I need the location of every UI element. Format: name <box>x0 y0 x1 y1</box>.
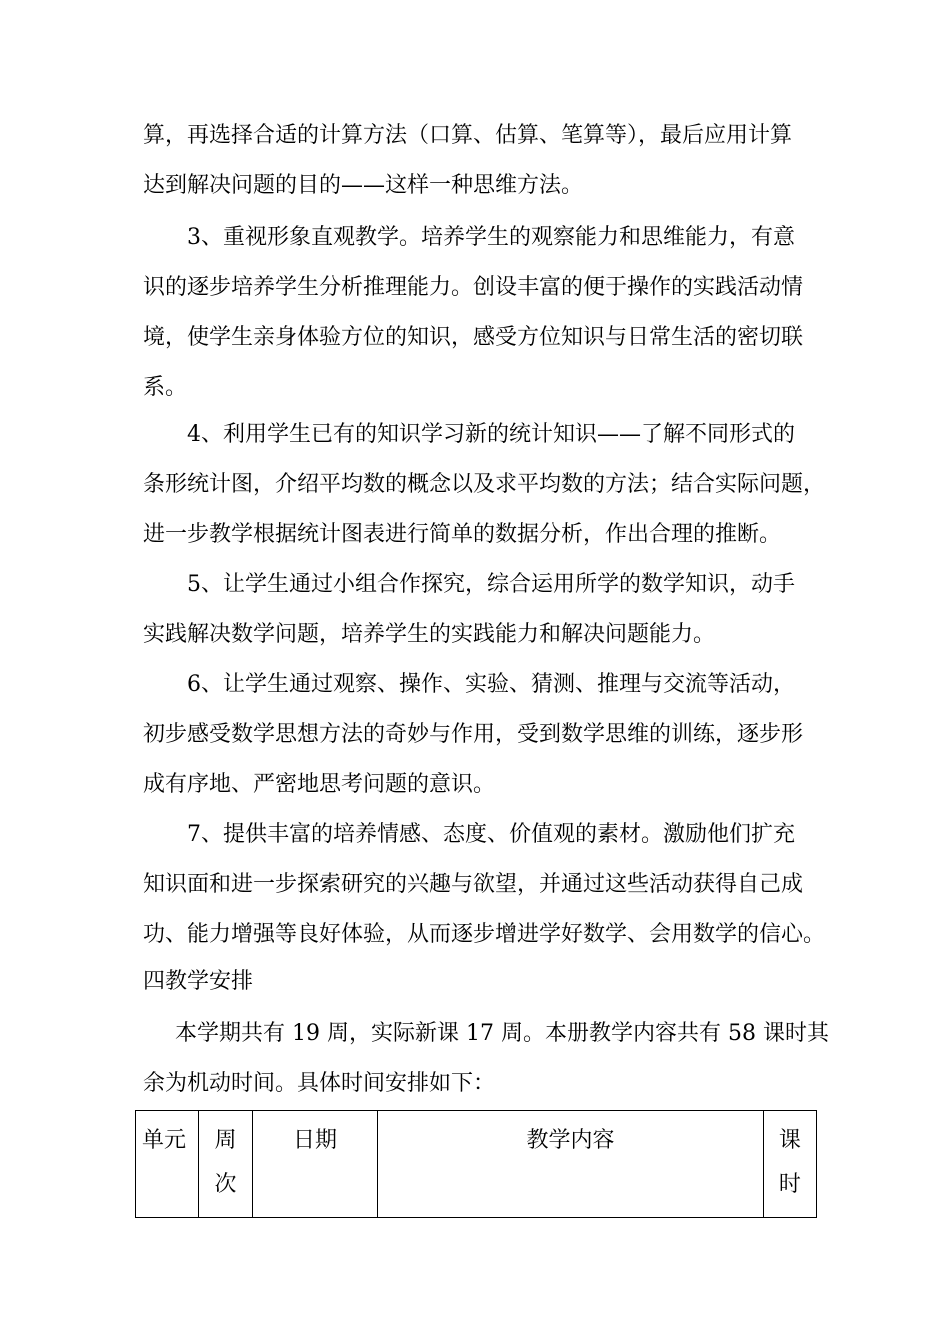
text-line: 条形统计图，介绍平均数的概念以及求平均数的方法；结合实际问题， <box>143 472 826 497</box>
paragraph-item-7 <box>143 810 826 960</box>
text-line: 4、利用学生已有的知识学习新的统计知识——了解不同形式的 <box>187 422 795 447</box>
text-line: 算，再选择合适的计算方法（口算、估算、笔算等），最后应用计算 <box>143 123 793 148</box>
header-date-label: 日期 <box>293 1128 338 1153</box>
schedule-intro <box>143 1009 829 1109</box>
text-line: 成有序地、严密地思考问题的意识。 <box>143 772 496 797</box>
text-line: 进一步教学根据统计图表进行简单的数据分析，作出合理的推断。 <box>143 522 782 547</box>
paragraph-item-4 <box>143 410 826 560</box>
header-hours <box>763 1111 816 1218</box>
text-line: 识的逐步培养学生分析推理能力。创设丰富的便于操作的实践活动情 <box>143 275 804 300</box>
text-line: 功、能力增强等良好体验，从而逐步增进学好数学、会用数学的信心。 <box>143 922 826 947</box>
header-week-char-1: 周 <box>214 1128 237 1153</box>
paragraph-item-6 <box>143 660 815 810</box>
text-line: 系。 <box>143 375 188 400</box>
header-hours-char-1: 课 <box>778 1128 801 1153</box>
text-line: 达到解决问题的目的——这样一种思维方法。 <box>143 173 584 198</box>
paragraph-item-3 <box>143 213 815 413</box>
text-line: 本学期共有 19 周，实际新课 17 周。本册教学内容共有 58 课时其 <box>175 1021 829 1046</box>
section-heading: 四教学安排 <box>143 969 254 994</box>
text-line: 境，使学生亲身体验方位的知识，感受方位知识与日常生活的密切联 <box>143 325 804 350</box>
header-hours-char-2: 时 <box>778 1172 801 1197</box>
text-line: 7、提供丰富的培养情感、态度、价值观的素材。激励他们扩充 <box>187 822 795 847</box>
header-unit <box>136 1111 199 1218</box>
header-week-char-2: 次 <box>214 1172 237 1197</box>
text-line: 3、重视形象直观教学。培养学生的观察能力和思维能力，有意 <box>187 225 795 250</box>
text-line: 5、让学生通过小组合作探究，综合运用所学的数学知识，动手 <box>187 572 795 597</box>
schedule-table <box>135 1110 817 1218</box>
text-line: 6、让学生通过观察、操作、实验、猜测、推理与交流等活动， <box>187 672 795 697</box>
paragraph-item-5 <box>143 560 815 660</box>
header-content <box>378 1111 763 1218</box>
header-week <box>199 1111 252 1218</box>
text-line: 初步感受数学思想方法的奇妙与作用，受到数学思维的训练，逐步形 <box>143 722 804 747</box>
text-line: 知识面和进一步探索研究的兴趣与欲望，并通过这些活动获得自己成 <box>143 872 804 897</box>
text-line: 余为机动时间。具体时间安排如下： <box>143 1071 496 1096</box>
header-date <box>252 1111 378 1218</box>
header-content-label: 教学内容 <box>526 1128 615 1153</box>
text-line: 实践解决数学问题，培养学生的实践能力和解决问题能力。 <box>143 622 716 647</box>
table-header-row <box>136 1111 817 1218</box>
paragraph-2-continuation <box>143 111 815 211</box>
header-unit-label: 单元 <box>142 1128 187 1153</box>
